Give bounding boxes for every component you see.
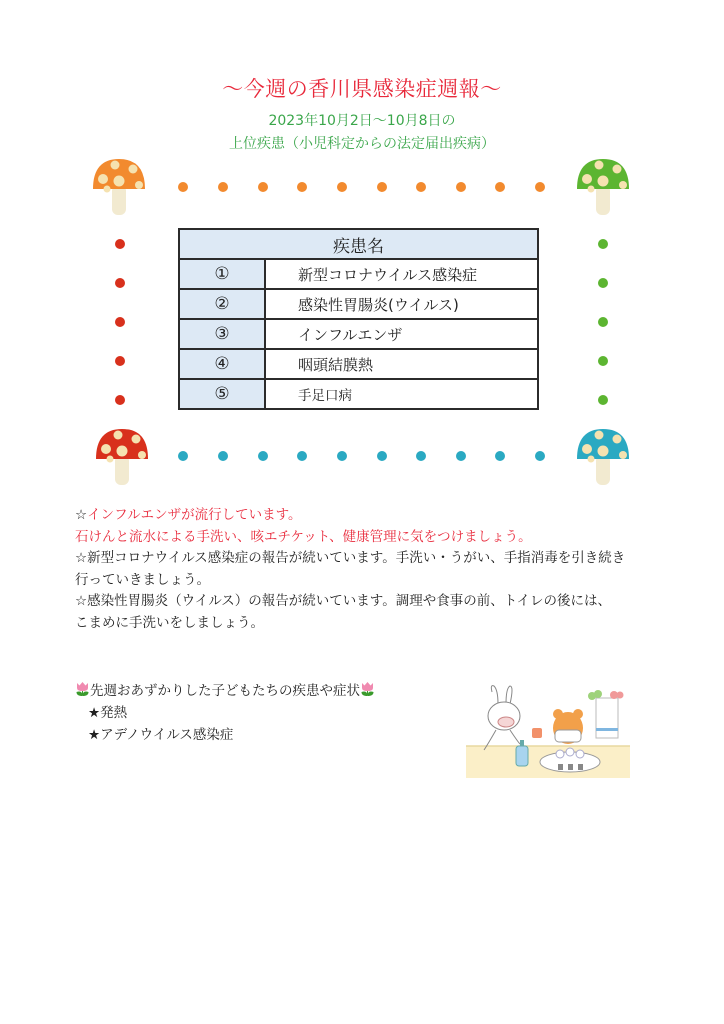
disease-ranking-table	[178, 228, 539, 410]
teal-dot	[456, 451, 466, 461]
notice-hygiene: 石けんと流水による手洗い、咳エチケット、健康管理に気をつけましょう。	[75, 528, 532, 545]
green-dot	[598, 356, 608, 366]
last-week-heading-row	[75, 680, 375, 702]
last-week-item: ★アデノウイルス感染症	[88, 727, 234, 743]
notice-influenza-text: インフルエンザが流行しています。	[87, 507, 302, 523]
orange-dot	[258, 182, 268, 192]
table-header-row	[179, 229, 538, 259]
green-dot	[598, 317, 608, 327]
teal-dot	[178, 451, 188, 461]
green-mushroom-icon	[573, 155, 633, 217]
notices-section	[75, 505, 685, 634]
table-row	[179, 319, 538, 349]
notice-gastro-line2: こまめに手洗いをしましょう。	[75, 614, 264, 631]
green-dot	[598, 395, 608, 405]
last-week-item: ★発熱	[88, 705, 128, 721]
orange-dot	[218, 182, 228, 192]
report-subtitle: 上位疾患（小児科定からの法定届出疾病）	[229, 136, 495, 152]
report-period: 2023年10月2日～10月8日の	[268, 113, 456, 129]
teal-dot	[377, 451, 387, 461]
notice-gastro-line1: ☆感染性胃腸炎（ウイルス）の報告が続いています。調理や食事の前、トイレの後には、	[75, 593, 612, 609]
teal-dot	[416, 451, 426, 461]
teal-dot	[495, 451, 505, 461]
red-dot	[115, 239, 125, 249]
teal-mushroom-icon	[573, 425, 633, 487]
orange-dot	[416, 182, 426, 192]
table-row	[179, 289, 538, 319]
red-dot	[115, 395, 125, 405]
orange-dot	[495, 182, 505, 192]
red-dot	[115, 278, 125, 288]
table-header-disease-name: 疾患名	[179, 229, 538, 259]
orange-dot	[337, 182, 347, 192]
tulip-icon	[360, 681, 375, 697]
table-row	[179, 379, 538, 409]
handwashing-illustration	[466, 684, 630, 778]
green-dot	[598, 278, 608, 288]
notice-covid-line1: ☆新型コロナウイルス感染症の報告が続いています。手洗い・うがい、手指消毒を引き続き	[75, 550, 626, 566]
orange-dot	[178, 182, 188, 192]
teal-dot	[258, 451, 268, 461]
disease-name-cell: 咽頭結膜熱	[265, 349, 538, 379]
tulip-icon	[75, 681, 90, 697]
star-outline-icon: ☆	[75, 507, 88, 523]
teal-dot	[337, 451, 347, 461]
orange-dot	[297, 182, 307, 192]
table-row	[179, 349, 538, 379]
green-dot	[598, 239, 608, 249]
table-row	[179, 259, 538, 289]
rank-cell: ⑤	[179, 379, 265, 409]
disease-name-cell: インフルエンザ	[265, 319, 538, 349]
orange-mushroom-icon	[89, 155, 149, 217]
rank-cell: ③	[179, 319, 265, 349]
teal-dot	[535, 451, 545, 461]
notice-covid-line2: 行っていきましょう。	[75, 571, 210, 588]
teal-dot	[297, 451, 307, 461]
orange-dot	[535, 182, 545, 192]
teal-dot	[218, 451, 228, 461]
last-week-section	[75, 680, 375, 746]
disease-name-cell: 手足口病	[265, 379, 538, 409]
last-week-heading: 先週おあずかりした子どもたちの疾患や症状	[90, 683, 360, 699]
red-dot	[115, 317, 125, 327]
orange-dot	[456, 182, 466, 192]
rank-cell: ④	[179, 349, 265, 379]
page-title: ～今週の香川県感染症週報～	[222, 77, 502, 101]
red-dot	[115, 356, 125, 366]
red-mushroom-icon	[92, 425, 152, 487]
disease-name-cell: 新型コロナウイルス感染症	[265, 259, 538, 289]
notice-influenza	[75, 505, 685, 527]
orange-dot	[377, 182, 387, 192]
disease-name-cell: 感染性胃腸炎(ウイルス)	[265, 289, 538, 319]
rank-cell: ②	[179, 289, 265, 319]
rank-cell: ①	[179, 259, 265, 289]
